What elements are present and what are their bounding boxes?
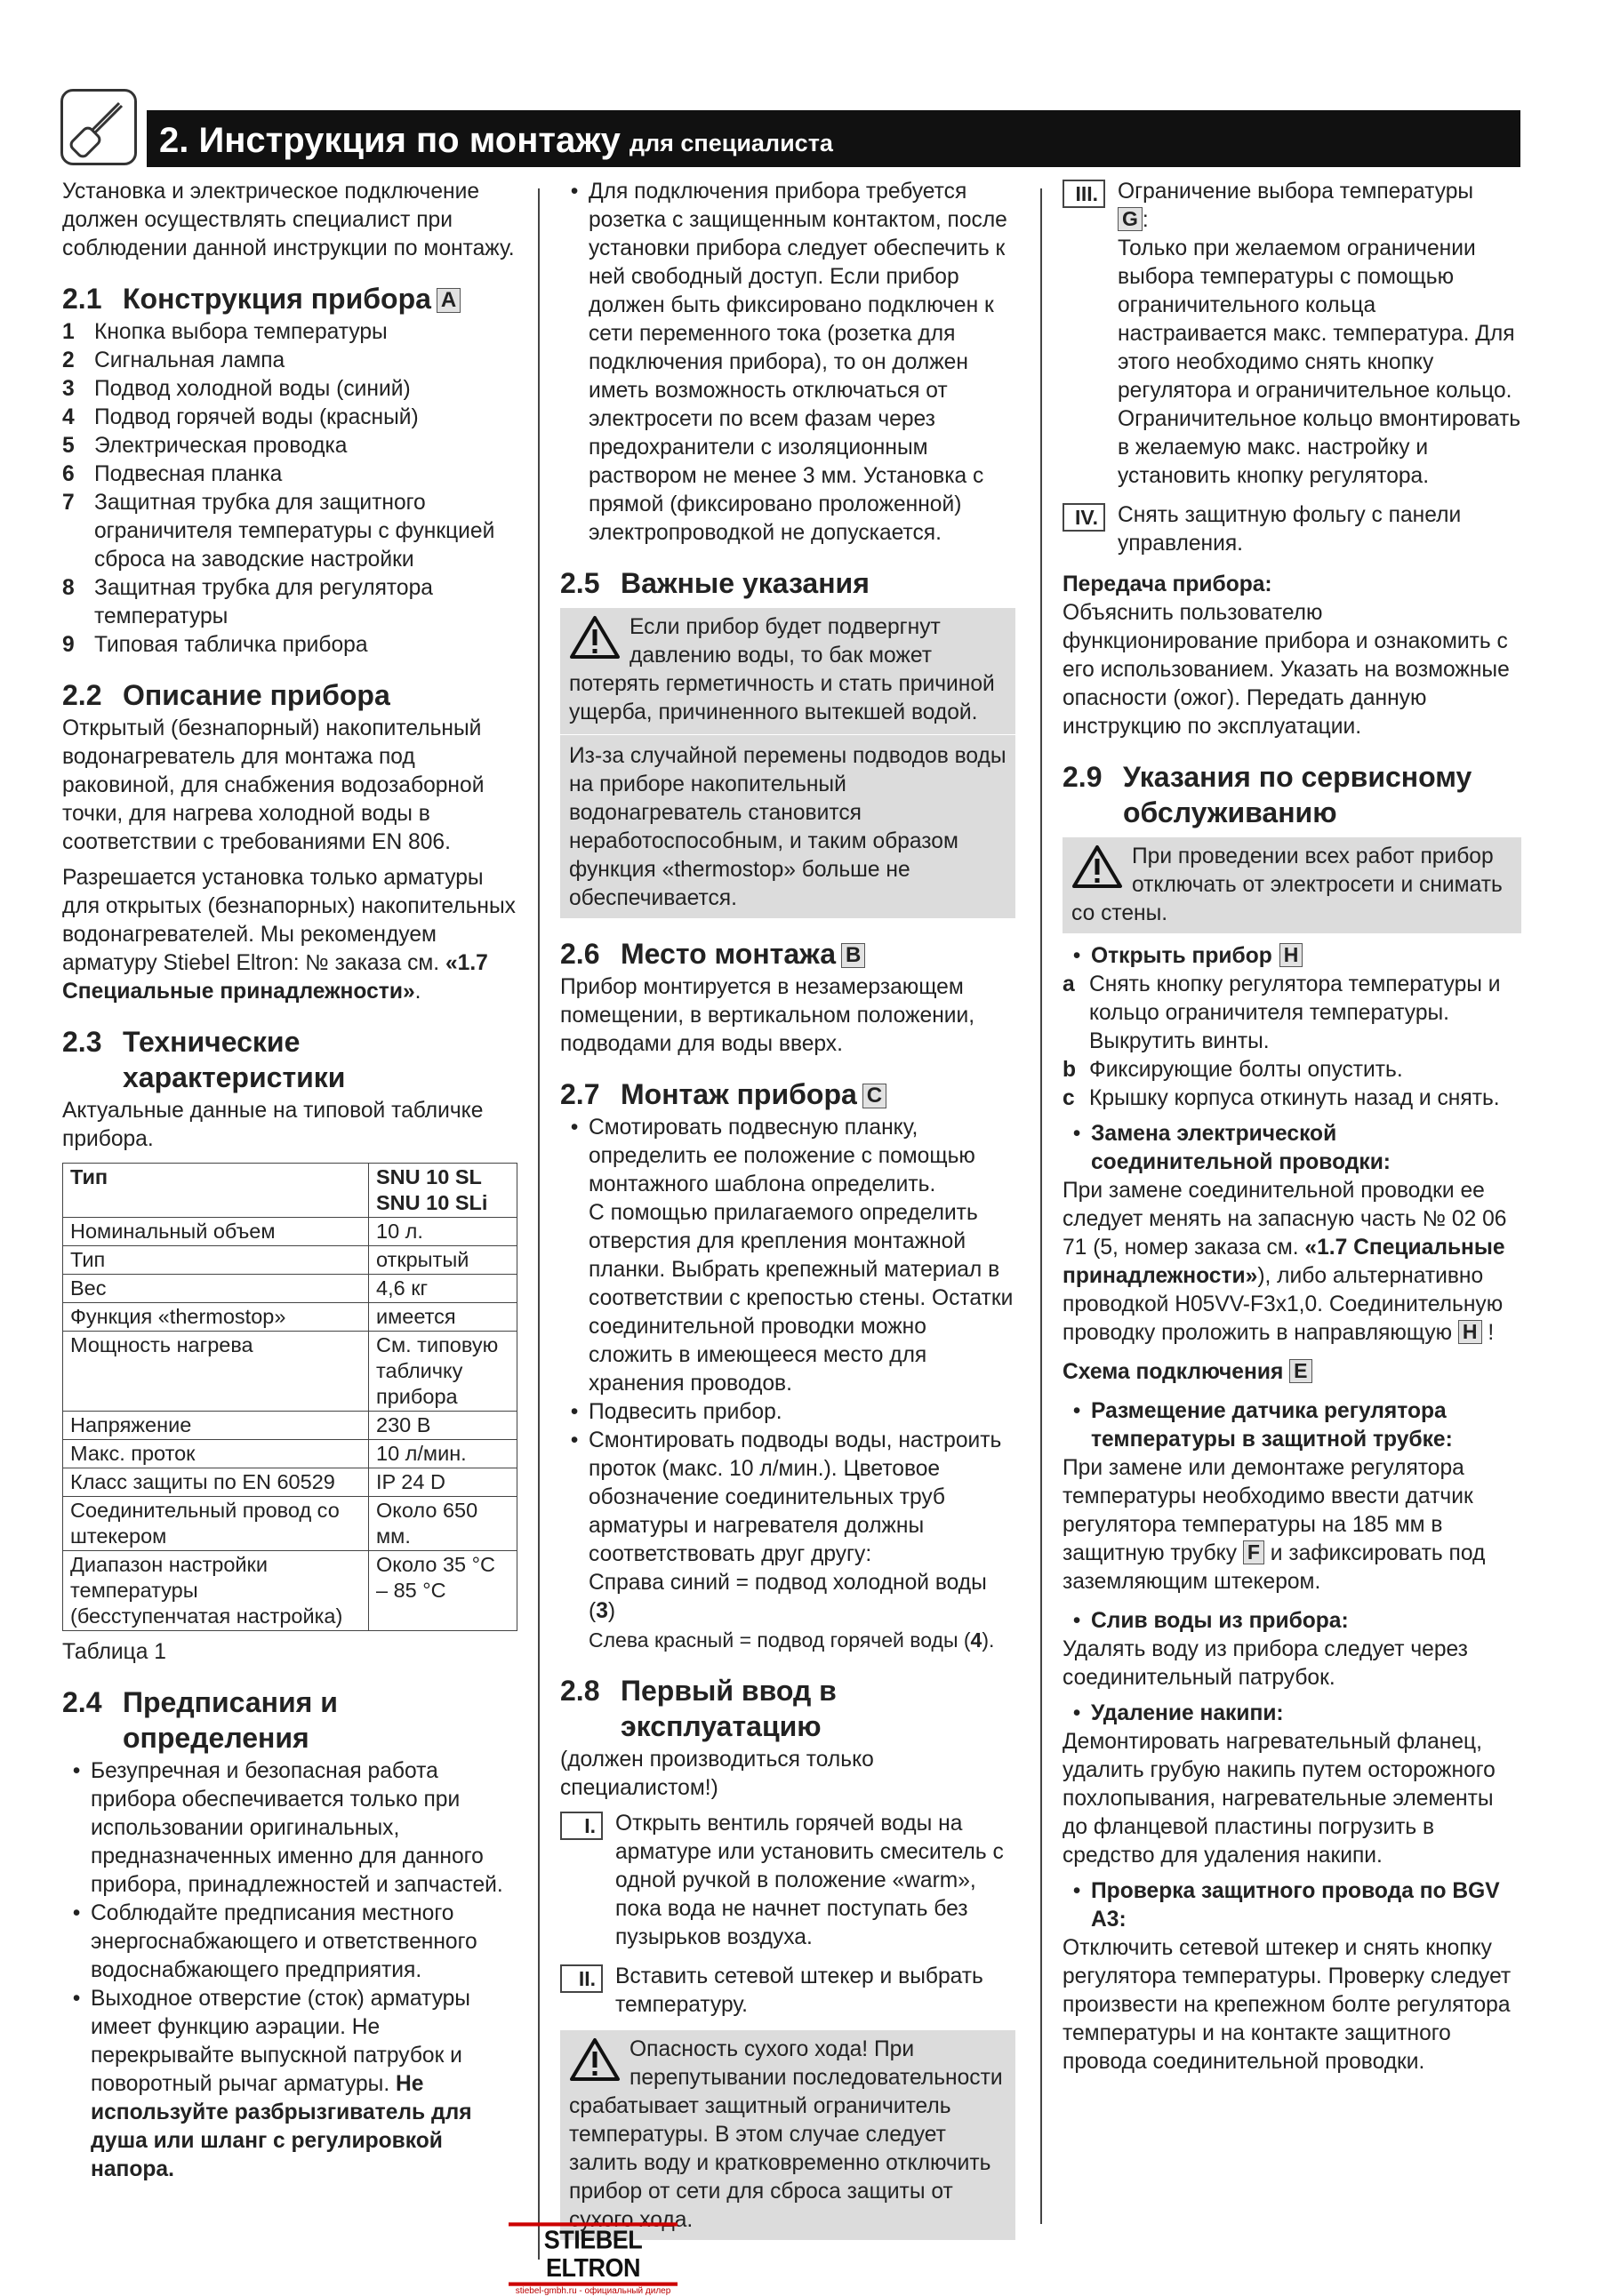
list-item: 6 Подвесная планка xyxy=(62,462,283,486)
paragraph: (должен производиться только специалистом!) xyxy=(560,1748,874,1800)
table-header-row: Тип SNU 10 SL SNU 10 SLi xyxy=(63,1164,517,1218)
list-item: • Выходное отверстие (сток) арматуры имеет функцию аэрации. Не перекрывайте выпускной патрубок и поворотный рычаг арматуры. Не используйте разбрызгиватель для душа или шланг с регулировкой напора. xyxy=(72,1987,472,2181)
paragraph: Удалять воду из прибора следует через соединительный патрубок. xyxy=(1063,1637,1468,1690)
list-item: • Размещение датчика регулятора температуры в защитной трубке: xyxy=(1072,1399,1453,1452)
list-item: • Безупречная и безопасная работа прибора обеспечивается только при использовании оригинальных, предназначенных именно для данного прибора, принадлежностей и запчастей. xyxy=(72,1759,503,1897)
list-item: 3 Подвод холодной воды (синий) xyxy=(62,377,411,401)
parts-list xyxy=(62,318,517,660)
list-item: • Подвесить прибор. xyxy=(570,1400,782,1424)
table-row: Макс. проток 10 л/мин. xyxy=(63,1440,517,1468)
paragraph: Разрешается установка только арматуры для открытых (безнапорных) накопительных водонагревателей. Мы рекомендуем арматуру Stiebel Eltron: № заказа см. «1.7 Специальные принадлежности». xyxy=(62,866,516,1004)
heading-2-2: 2.2 Описание прибора xyxy=(62,679,390,711)
column-divider xyxy=(1040,188,1042,2224)
list-item: b Фиксирующие болты опустить. xyxy=(1063,1058,1403,1082)
paragraph: Прибор монтируется в незамерзающем помещении, в вертикальном положении, подводами для воды вверх. xyxy=(560,975,975,1056)
paragraph: Отключить сетевой штекер и снять кнопку регулятора температуры. Проверку следует произвести на крепежном болте регулятора температуры и на контакте защитного провода соединительной проводки. xyxy=(1063,1936,1512,2074)
list-item: • Соблюдайте предписания местного энергоснабжающего и ответственного водоснабжающего предприятия. xyxy=(72,1901,477,1982)
table-row: Соединительный провод со штекером Около 650 мм. xyxy=(63,1497,517,1551)
list-item: • Смонтировать подводы воды, настроить проток (макс. 10 л/мин.). Цветовое обозначение соединительных труб арматуры и нагревателя должны соответствовать друг другу: Справа синий = подвод холодной воды (3) Слева красный = подвод горячей воды (4). xyxy=(570,1428,1002,1652)
list-item: • Удаление накипи: xyxy=(1072,1701,1284,1725)
table-row: Тип открытый xyxy=(63,1246,517,1275)
list-item: 7 Защитная трубка для защитного ограничителя температуры с функцией сброса на заводские настройки xyxy=(62,491,495,572)
figure-ref-badge: C xyxy=(862,1084,886,1108)
figure-ref-badge: B xyxy=(841,943,865,968)
step-item: III. Ограничение выбора температуры G : Только при желаемом ограничении выбора температуры с помощью ограничительного кольца настраивается макс. температура. Для этого необходимо снять кнопку регулятора и ограничительное кольцо. Ограничительное кольцо вмонтировать в желаемую макс. настройку и установить кнопку регулятора. xyxy=(1063,178,1521,491)
page-subtitle: для специалиста xyxy=(629,130,833,156)
column-left xyxy=(62,178,517,2184)
warning-box: Опасность сухого хода! При перепутывании последовательности срабатывает защитный ограничитель температуры. В этом случае следует залить воду и кратковременно отключить прибор от сети для сброса защиты от сухого хода. xyxy=(560,2030,1015,2240)
figure-ref-badge: F xyxy=(1243,1540,1264,1564)
paragraph: При замене или демонтаже регулятора температуры необходимо ввести датчик регулятора температуры на 185 мм в защитную трубку F и зафиксировать под заземляющим штекером. xyxy=(1063,1456,1486,1594)
page-title: 2. Инструкция по монтажу xyxy=(159,121,621,160)
brand-name: STIEBEL ELTRON xyxy=(509,2222,678,2285)
paragraph: Открытый (безнапорный) накопительный водонагреватель для монтажа под раковиной, для снабжения водозаборной точки, для нагрева холодной воды в соответствии с требованиями EN 806. xyxy=(62,716,485,854)
paragraph: Передача прибора: Объяснить пользователю функционирование прибора и ознакомить с его использованием. Указать на возможные опасности (ожог). Передать данную инструкцию по эксплуатации. xyxy=(1063,572,1510,739)
intro-paragraph: Установка и электрическое подключение должен осуществлять специалист при соблюдении данной инструкции по монтажу. xyxy=(62,180,515,260)
list-item: 1 Кнопка выбора температуры xyxy=(62,320,388,344)
table-row: Класс защиты по EN 60529 IP 24 D xyxy=(63,1468,517,1497)
list-item: • Смотировать подвесную планку, определить ее положение с помощью монтажного шаблона определить. С помощью прилагаемого определить отверстия для крепления монтажной планки. Выбрать крепежный материал в соответствии с крепостью стены. Остатки соединительной проводки можно сложить в имеющееся место для хранения проводов. xyxy=(570,1116,1014,1396)
spec-table xyxy=(62,1163,517,1631)
column-middle xyxy=(560,178,1015,2249)
heading-2-6: 2.6 Место монтажа B xyxy=(560,936,1015,972)
table-caption: Таблица 1 xyxy=(62,1640,166,1664)
warning-triangle-icon xyxy=(569,2037,622,2084)
table-row: Вес 4,6 кг xyxy=(63,1275,517,1303)
list-item: 9 Типовая табличка прибора xyxy=(62,633,368,657)
warning-box: При проведении всех работ прибор отключать от электросети и снимать со стены. xyxy=(1063,837,1521,933)
paragraph: Демонтировать нагревательный фланец, удалить грубую накипь путем осторожного похлопывания, нагревательные элементы до фланцевой пластины погрузить в средство для удаления накипи. xyxy=(1063,1730,1496,1868)
list-item: • Замена электрической соединительной проводки: xyxy=(1072,1122,1391,1174)
dealer-site: stiebel-gmbh.ru - официальный дилер xyxy=(515,2286,671,2296)
list-item: 8 Защитная трубка для регулятора температуры xyxy=(62,576,433,628)
table-row: Диапазон настройки температуры (бесступенчатая настройка) Около 35 °C – 85 °C xyxy=(63,1551,517,1631)
paragraph: При замене соединительной проводки ее следует менять на запасную часть № 02 06 71 (5, номер заказа см. «1.7 Специальные принадлежности»), либо альтернативно проводкой H05VV-F3x1,0. Соединительную проводку проложить в направляющую H ! xyxy=(1063,1179,1507,1345)
list-item: 4 Подвод горячей воды (красный) xyxy=(62,405,419,429)
figure-ref-badge: H xyxy=(1279,943,1303,967)
paragraph: Схема подключения E xyxy=(1063,1358,1521,1387)
table-row: Функция «thermostop» имеется xyxy=(63,1303,517,1332)
table-row: Мощность нагрева См. типовую табличку прибора xyxy=(63,1332,517,1412)
warning-triangle-icon xyxy=(569,615,622,661)
step-item: II. Вставить сетевой штекер и выбрать температуру. xyxy=(560,1963,1015,2020)
list-item: 5 Электрическая проводка xyxy=(62,434,348,458)
section-title-bar xyxy=(147,110,1520,167)
paragraph: Актуальные данные на типовой табличке прибора. xyxy=(62,1099,484,1151)
screwdriver-icon xyxy=(60,89,137,165)
heading-2-1: 2.1 Конструкция прибора A xyxy=(62,281,517,316)
figure-ref-badge: H xyxy=(1458,1320,1482,1344)
heading-2-5: 2.5 Важные указания xyxy=(560,567,870,599)
heading-2-9: 2.9 Указания по сервисному обслуживанию xyxy=(1063,761,1472,828)
list-item: • Проверка защитного провода по BGV A3: xyxy=(1072,1879,1500,1932)
heading-2-3: 2.3 Технические характеристики xyxy=(62,1026,346,1093)
warning-triangle-icon xyxy=(1071,844,1125,891)
list-item: • Открыть прибор H xyxy=(1063,942,1521,971)
column-divider xyxy=(538,188,540,2260)
figure-ref-badge: A xyxy=(437,288,461,313)
table-row: Напряжение 230 В xyxy=(63,1412,517,1440)
heading-2-7: 2.7 Монтаж прибора C xyxy=(560,1076,1015,1112)
steps-list xyxy=(1063,178,1521,558)
heading-2-4: 2.4 Предписания и определения xyxy=(62,1686,338,1754)
warning-box: Если прибор будет подвергнут давлению воды, то бак может потерять герметичность и стать причиной ущерба, причиненного вытекшей водой. Из-за случайной перемены подводов воды на приборе накопительный водонагреватель становится неработоспособным, и таким образом функция «thermostop» больше не обеспечивается. xyxy=(560,608,1015,918)
list-item: c Крышку корпуса откинуть назад и снять. xyxy=(1063,1086,1500,1110)
heading-2-8: 2.8 Первый ввод в эксплуатацию xyxy=(560,1675,837,1742)
list-item: • Слив воды из прибора: xyxy=(1072,1609,1349,1633)
list-item: • Для подключения прибора требуется розетка с защищенным контактом, после установки прибора следует обеспечить к ней свободный доступ. Если прибор должен быть фиксировано подключен к сети переменного тока (розетка для подключения прибора), то он должен иметь возможность отключаться от электросети по всем фазам через предохранители с изоляционным раствором не менее 3 мм. Установка с прямой (фиксировано проложенной) электропроводкой не допускается. xyxy=(570,180,1007,545)
list-item: a Снять кнопку регулятора температуры и кольцо ограничителя температуры. Выкрутить винты. xyxy=(1063,972,1501,1053)
table-row: Номинальный объем 10 л. xyxy=(63,1218,517,1246)
steps-list xyxy=(560,1810,1015,2020)
step-item: IV. Снять защитную фольгу с панели управления. xyxy=(1063,501,1521,558)
column-right xyxy=(1063,178,1521,2084)
step-item: I. Открыть вентиль горячей воды на арматуре или установить смеситель с одной ручкой в положение «warm», пока вода не начнет поступать без пузырьков воздуха. xyxy=(560,1810,1015,1952)
figure-ref-badge: G xyxy=(1118,207,1143,231)
figure-ref-badge: E xyxy=(1289,1359,1311,1383)
list-item: 2 Сигнальная лампа xyxy=(62,348,285,372)
